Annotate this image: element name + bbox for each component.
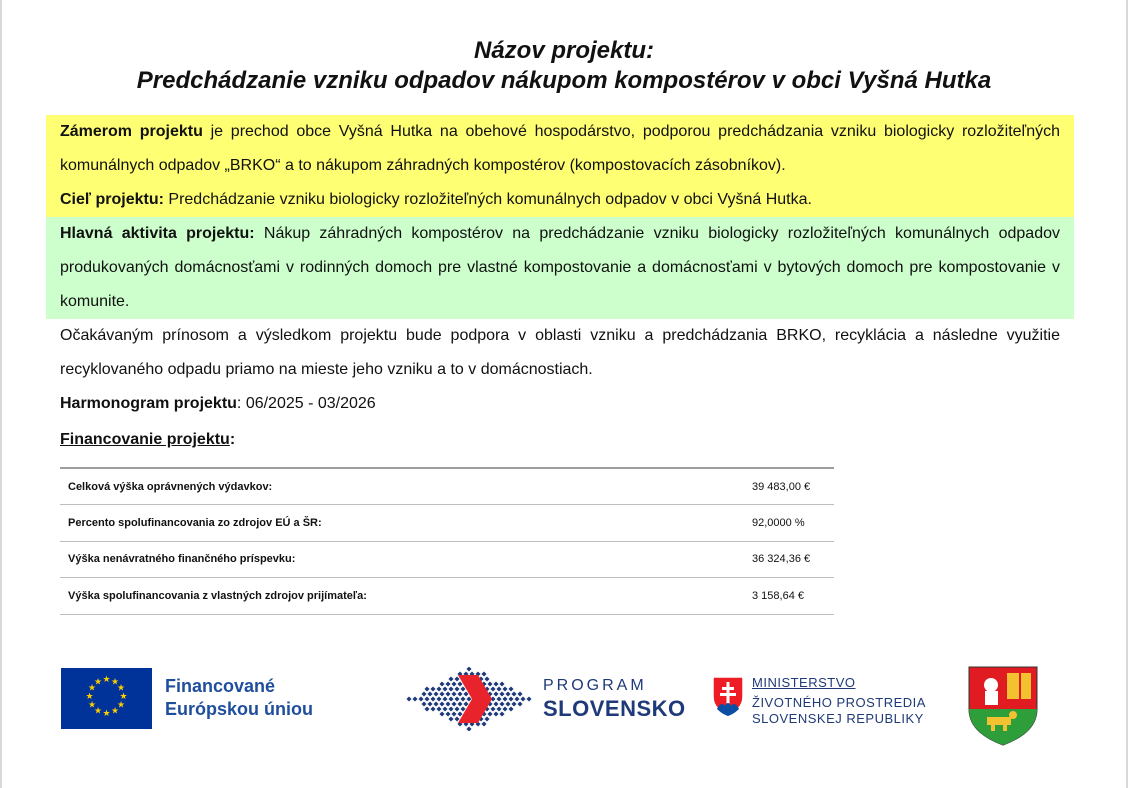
row-value: 39 483,00 € bbox=[752, 480, 811, 493]
table-row bbox=[60, 468, 834, 505]
eu-line-1: Financované bbox=[165, 676, 276, 696]
table-row bbox=[60, 505, 834, 542]
ciel-label: Cieľ projektu: bbox=[60, 191, 164, 208]
svg-text:★: ★ bbox=[119, 692, 128, 702]
aktivita-paragraph bbox=[46, 217, 1074, 319]
svg-text:★: ★ bbox=[116, 700, 126, 711]
zamer-label: Zámerom projektu bbox=[60, 123, 203, 140]
svg-text:★: ★ bbox=[87, 700, 97, 711]
logo-strip bbox=[0, 663, 1128, 753]
aktivita-text: Nákup záhradných kompostérov na predchádzanie vzniku biologicky rozložiteľných komunálnych odpadov produkovaných domácnosťami v rodinných domoch pre vlastné kompostovanie a domácnosťami v bytových domoch pre kompostovanie v komunite. bbox=[60, 225, 1060, 310]
zamer-paragraph bbox=[46, 115, 1074, 183]
eu-funding-text bbox=[165, 675, 313, 721]
row-value: 36 324,36 € bbox=[752, 553, 811, 566]
harmonogram-label: Harmonogram projektu bbox=[60, 395, 237, 412]
slovak-coat-of-arms-icon bbox=[711, 675, 745, 717]
slovensko-label: SLOVENSKO bbox=[543, 696, 686, 721]
eu-line-2: Európskou úniou bbox=[165, 699, 313, 719]
svg-text:★: ★ bbox=[85, 692, 94, 702]
financovanie-heading-colon: : bbox=[229, 431, 236, 448]
financovanie-heading bbox=[46, 423, 1074, 457]
svg-text:★: ★ bbox=[93, 706, 103, 717]
ciel-text: Predchádzanie vzniku biologicky rozložiteľných komunálnych odpadov v obci Vyšná Hutka. bbox=[163, 191, 812, 208]
svg-text:★: ★ bbox=[87, 683, 97, 694]
program-slovensko-logo-icon bbox=[406, 667, 532, 731]
program-label: PROGRAM bbox=[543, 677, 647, 694]
row-value: 3 158,64 € bbox=[752, 589, 804, 602]
row-label: Výška nenávratného finančného príspevku: bbox=[68, 553, 296, 566]
ministry-name bbox=[752, 695, 926, 727]
svg-text:★: ★ bbox=[116, 683, 126, 694]
financing-table bbox=[60, 467, 834, 615]
svg-text:★: ★ bbox=[110, 706, 120, 717]
row-value: 92,0000 % bbox=[752, 516, 805, 529]
ministry-line-2: ŽIVOTNÉHO PROSTREDIA bbox=[752, 695, 926, 710]
harmonogram-paragraph bbox=[46, 387, 1074, 421]
table-row bbox=[60, 578, 834, 615]
row-label: Celková výška oprávnených výdavkov: bbox=[68, 480, 273, 493]
row-label: Percento spolufinancovania zo zdrojov EÚ a ŠR: bbox=[68, 516, 322, 529]
aktivita-label: Hlavná aktivita projektu: bbox=[60, 225, 255, 242]
svg-text:★: ★ bbox=[110, 677, 120, 688]
ministry-line-1: MINISTERSTVO bbox=[752, 675, 856, 690]
eu-flag-icon bbox=[61, 668, 152, 729]
svg-text:★: ★ bbox=[102, 709, 111, 719]
ministry-line-3: SLOVENSKEJ REPUBLIKY bbox=[752, 711, 924, 726]
table-row bbox=[60, 541, 834, 578]
prinos-paragraph bbox=[46, 319, 1074, 387]
title-line-2: Predchádzanie vzniku odpadov nákupom kompostérov v obci Vyšná Hutka bbox=[136, 67, 992, 94]
title-line-1: Názov projektu: bbox=[473, 37, 655, 64]
svg-text:★: ★ bbox=[93, 677, 103, 688]
ciel-paragraph bbox=[46, 183, 1074, 217]
prinos-text: Očakávaným prínosom a výsledkom projektu bude podpora v oblasti vzniku a predchádzania BRKO, recyklácia a následne využitie recyklovaného odpadu priamo na mieste jeho vzniku a to v domácnostiach. bbox=[60, 327, 1060, 378]
row-label: Výška spolufinancovania z vlastných zdrojov prijímateľa: bbox=[68, 589, 367, 602]
harmonogram-text: : 06/2025 - 03/2026 bbox=[236, 395, 376, 412]
financovanie-heading-text: Financovanie projektu bbox=[60, 431, 230, 448]
village-coat-of-arms-icon bbox=[967, 665, 1039, 747]
zamer-text: je prechod obce Vyšná Hutka na obehové hospodárstvo, podporou predchádzania vzniku biologicky rozložiteľných komunálnych odpadov „BRKO“ a to nákupom záhradných kompostérov (kompostovacích zásobníkov). bbox=[60, 123, 1060, 174]
svg-text:★: ★ bbox=[102, 675, 111, 685]
project-title bbox=[0, 36, 1128, 96]
